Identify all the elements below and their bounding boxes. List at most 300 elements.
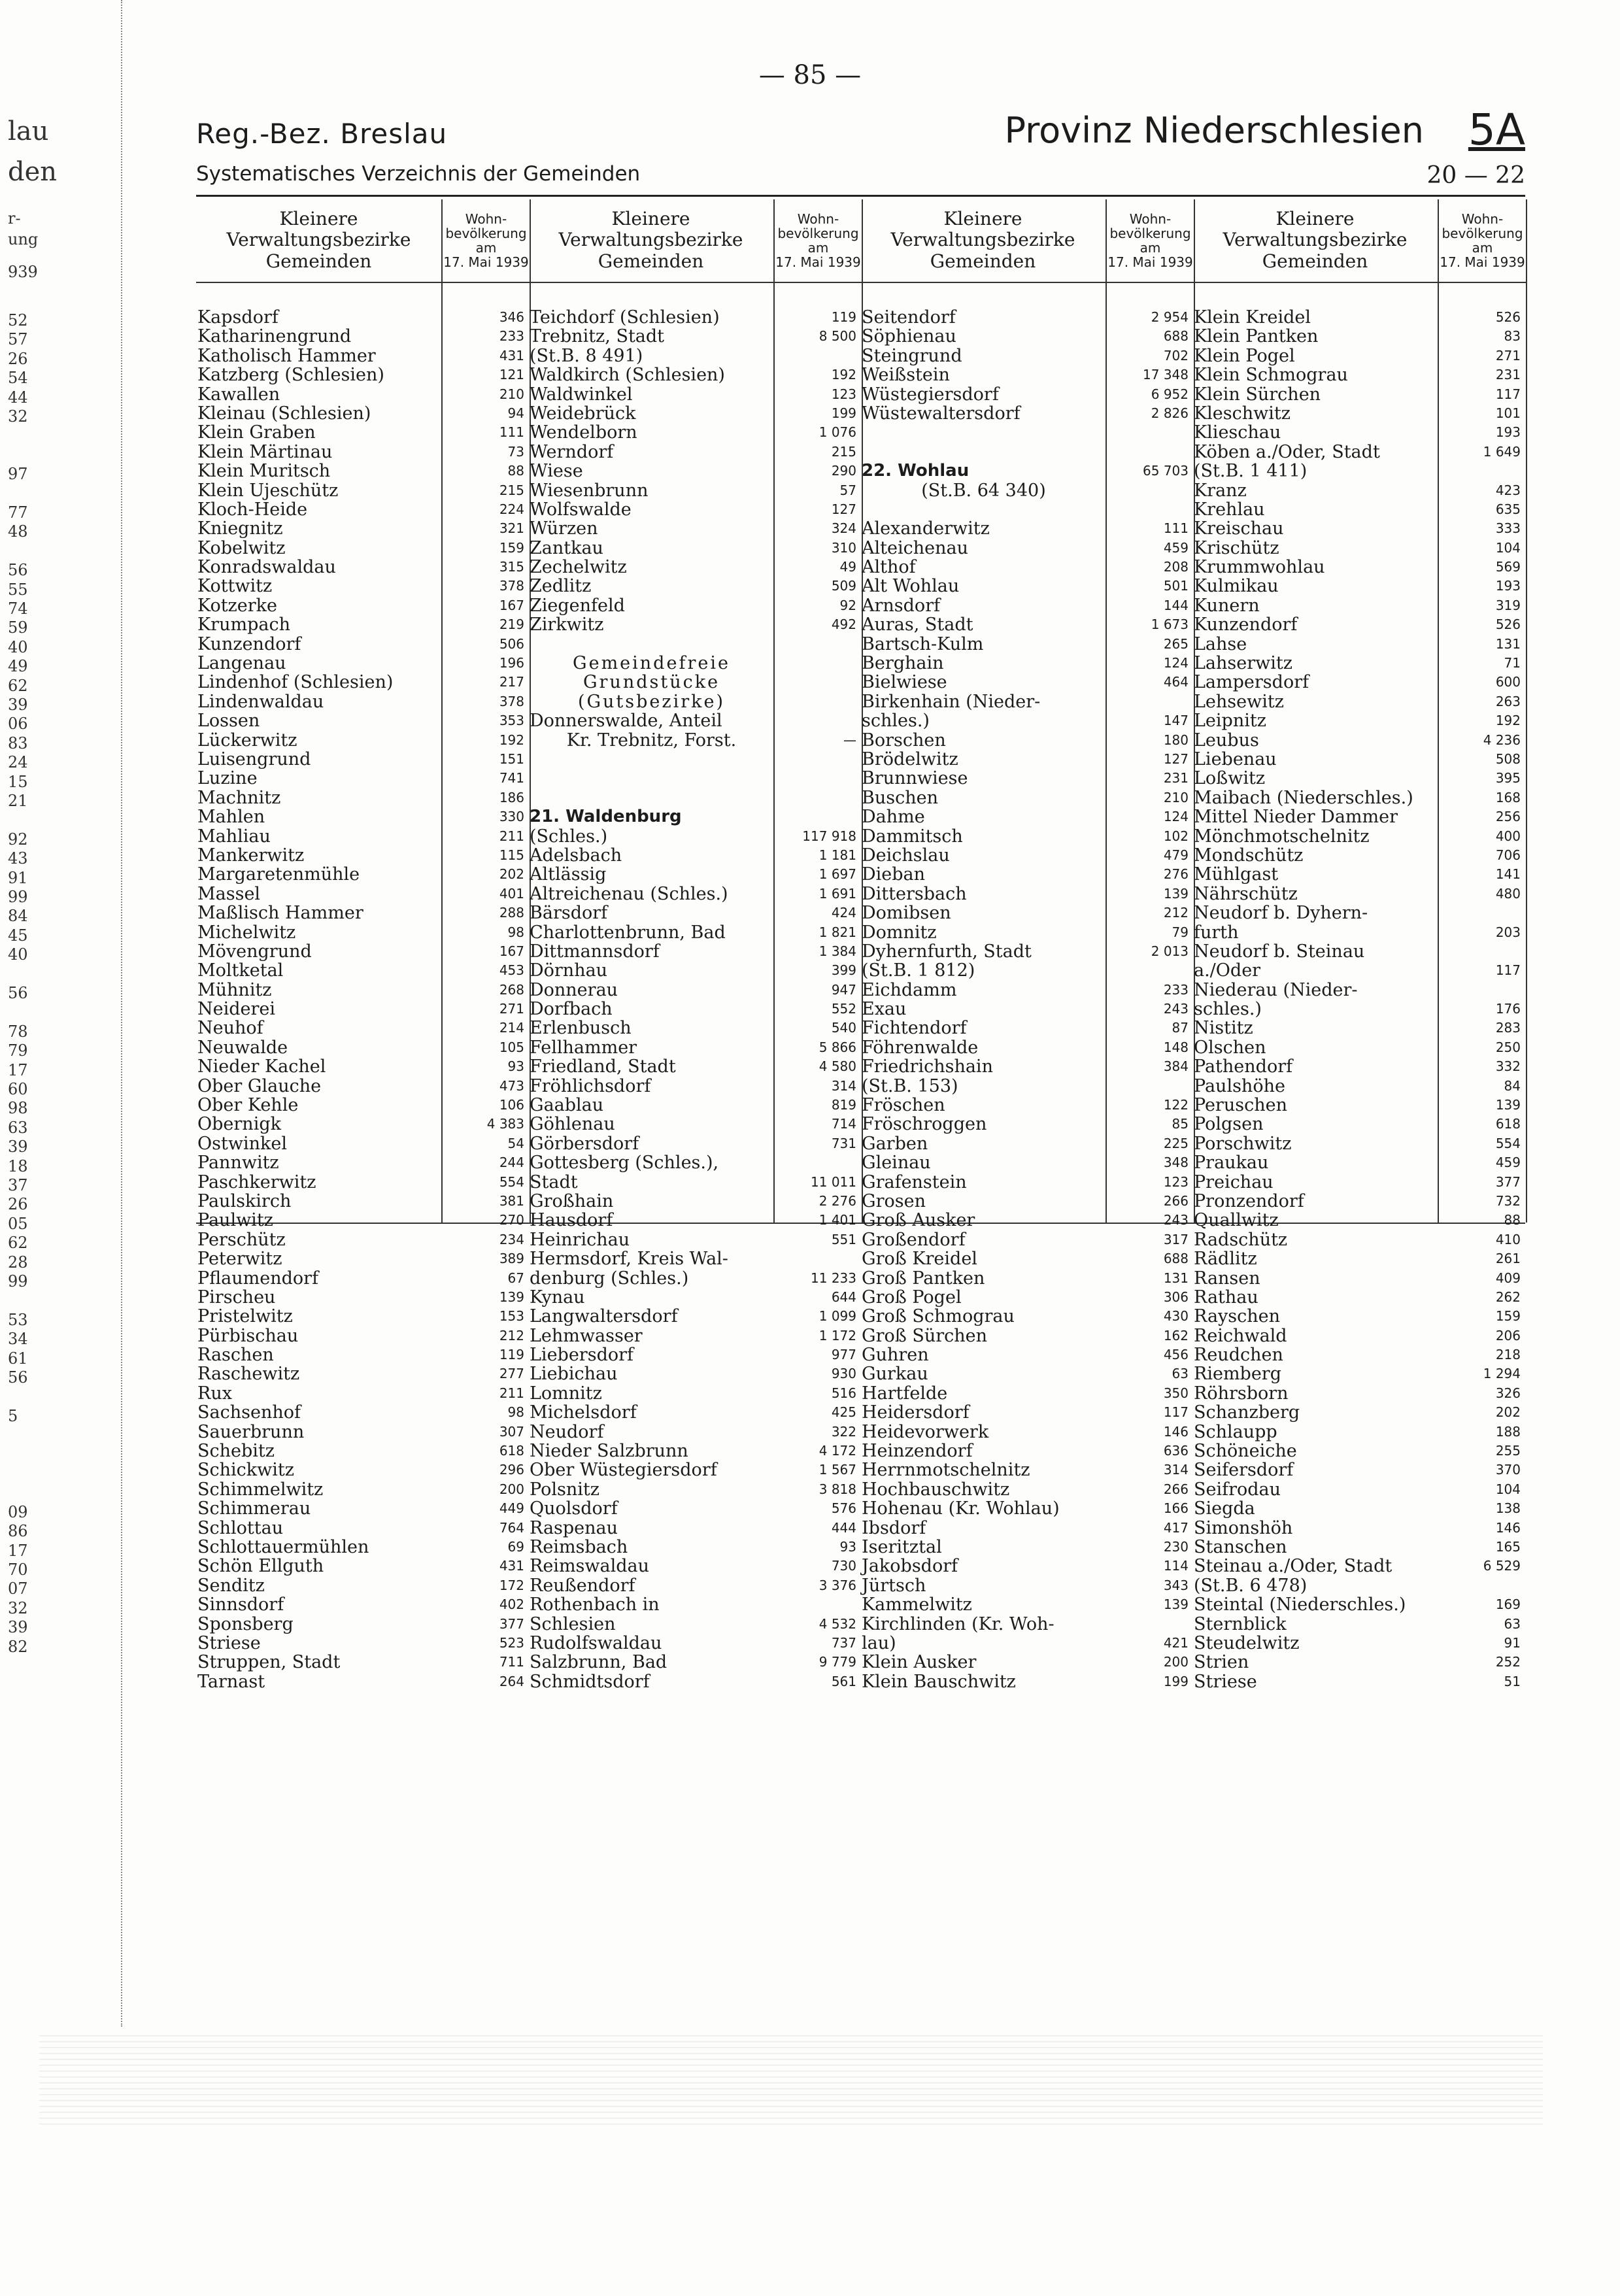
- population-value: 322: [831, 1423, 856, 1440]
- population-value: 210: [499, 386, 524, 402]
- municipality-name: [528, 635, 773, 654]
- population-value: 492: [831, 616, 856, 633]
- municipality-name: Göhlenau: [530, 1115, 615, 1134]
- municipality-name: Neiderei: [197, 1000, 276, 1019]
- margin-number: 63: [8, 1118, 28, 1137]
- municipality-name: Schlottauermühlen: [197, 1538, 369, 1557]
- municipality-name: Lehmwasser: [530, 1326, 643, 1346]
- margin-fragment: 939: [8, 263, 38, 281]
- municipality-name: Teichdorf (Schlesien): [530, 308, 720, 328]
- margin-number: 60: [8, 1080, 28, 1098]
- municipality-name: Friedrichshain: [862, 1057, 993, 1077]
- margin-number: 40: [8, 637, 28, 656]
- population-value: [775, 711, 862, 730]
- municipality-name: Mönchmotschelnitz: [1194, 826, 1370, 846]
- population-value: 146: [1163, 1423, 1189, 1440]
- population-value: 144: [1163, 597, 1189, 613]
- municipality-name: Fellhammer: [530, 1038, 637, 1058]
- municipality-name: Klein Ausker: [862, 1653, 977, 1672]
- population-value: 1 076: [818, 424, 856, 441]
- municipality-name: Paulskirch: [197, 1191, 292, 1211]
- population-value: [1107, 443, 1194, 462]
- municipality-name: Mühlgast: [1194, 865, 1279, 885]
- name-column-header: [860, 199, 1105, 283]
- municipality-name: Hausdorf: [530, 1211, 613, 1230]
- header-line: 17. Mai 1939: [775, 254, 861, 270]
- population-value: 87: [1172, 1020, 1189, 1036]
- margin-number: 39: [8, 1138, 28, 1156]
- population-value: 2 826: [1151, 405, 1189, 421]
- population-value: 243: [1163, 1212, 1189, 1228]
- population-value: 714: [831, 1116, 856, 1132]
- header-line: 17. Mai 1939: [443, 254, 529, 270]
- municipality-name: Siegda: [1194, 1499, 1255, 1519]
- municipality-name: Porschwitz: [1194, 1134, 1292, 1154]
- municipality-name: Dorfbach: [530, 1000, 613, 1019]
- municipality-name: Groß Pogel: [862, 1287, 962, 1308]
- header-line: am: [807, 240, 829, 256]
- population-value: 167: [499, 943, 524, 959]
- population-value: 600: [1495, 674, 1521, 690]
- population-value: 554: [499, 1173, 524, 1190]
- municipality-name: Strien: [1194, 1653, 1249, 1672]
- population-value: 431: [499, 1558, 524, 1574]
- municipality-name: Raspenau: [530, 1518, 618, 1538]
- municipality-name: Föhrenwalde: [862, 1038, 979, 1058]
- municipality-name: Rudolfswaldau: [530, 1633, 662, 1653]
- municipality-name: Mahliau: [197, 826, 271, 846]
- population-value: 117: [1495, 962, 1521, 979]
- municipality-name: Fröschroggen: [862, 1115, 987, 1134]
- population-value: 262: [1495, 1289, 1521, 1305]
- municipality-name: Pathendorf: [1194, 1057, 1293, 1077]
- population-value: [1107, 423, 1194, 442]
- municipality-name: Wolfswalde: [530, 499, 632, 520]
- population-value: 730: [831, 1558, 856, 1574]
- municipality-name: Heidevorwerk: [862, 1422, 989, 1442]
- municipality-name: Rothenbach in: [530, 1595, 660, 1615]
- municipality-name: [528, 788, 773, 807]
- population-value: 523: [499, 1634, 524, 1651]
- population-value: 711: [499, 1654, 524, 1670]
- municipality-name: Dieban: [862, 865, 926, 885]
- population-value: 410: [1495, 1231, 1521, 1247]
- population-value: 370: [1495, 1462, 1521, 1478]
- population-value: 554: [1495, 1135, 1521, 1151]
- municipality-name: Grafenstein: [862, 1172, 967, 1192]
- margin-number: 99: [8, 1272, 28, 1291]
- population-value: 409: [1495, 1270, 1521, 1286]
- municipality-name: Massel: [197, 884, 261, 904]
- population-value: 516: [831, 1385, 856, 1401]
- population-value: 9 779: [818, 1654, 856, 1670]
- population-value: 947: [831, 981, 856, 998]
- municipality-name: Neudorf b. Dyhern-: [1194, 903, 1368, 923]
- municipality-name: Dittersbach: [862, 884, 967, 904]
- population-value: 212: [1163, 905, 1189, 921]
- population-value: 203: [1495, 924, 1521, 940]
- municipality-name: Guhren: [862, 1345, 929, 1365]
- municipality-name: Klein Kreidel: [1194, 308, 1311, 328]
- population-value: 4 172: [818, 1443, 856, 1459]
- population-value: 551: [831, 1231, 856, 1247]
- population-value: 193: [1495, 578, 1521, 594]
- municipality-name: Klein Schmograu: [1194, 365, 1348, 385]
- municipality-name: Leubus: [1194, 730, 1259, 750]
- population-value: 192: [831, 367, 856, 383]
- municipality-name: 22. Wohlau: [862, 462, 970, 481]
- municipality-name: Ober Wüstegiersdorf: [530, 1460, 717, 1480]
- municipality-name: Neudorf: [530, 1422, 604, 1442]
- population-value: [775, 1249, 862, 1268]
- municipality-name: Sternblick: [1194, 1614, 1287, 1634]
- municipality-name: (St.B. 64 340): [921, 481, 1046, 500]
- header-line: bevölkerung: [445, 226, 527, 241]
- municipality-name: Altlässig: [530, 865, 607, 885]
- municipality-name: Raschewitz: [197, 1364, 300, 1384]
- municipality-name: Brunnwiese: [862, 769, 968, 788]
- municipality-name: Dahme: [862, 807, 925, 827]
- population-value: 526: [1495, 616, 1521, 633]
- population-value: 199: [831, 405, 856, 421]
- municipality-name: Arnsdorf: [862, 596, 941, 616]
- margin-number: 24: [8, 753, 28, 772]
- municipality-name: Kunzendorf: [1194, 615, 1298, 635]
- municipality-name: Schlaupp: [1194, 1422, 1277, 1442]
- municipality-name: (St.B. 6 478): [1194, 1576, 1308, 1596]
- municipality-name: Schickwitz: [197, 1460, 294, 1480]
- population-value: 569: [1495, 559, 1521, 575]
- population-value: 501: [1163, 578, 1189, 594]
- municipality-name: Reußendorf: [530, 1576, 635, 1596]
- population-value: 4 580: [818, 1058, 856, 1075]
- municipality-name: Margaretenmühle: [197, 865, 360, 885]
- population-value: 193: [1495, 424, 1521, 441]
- population-value: 635: [1495, 501, 1521, 517]
- municipality-name: Michelsdorf: [530, 1403, 637, 1423]
- header-line: Wohn-: [797, 211, 839, 227]
- municipality-name: Bärsdorf: [530, 903, 608, 923]
- population-value: 219: [499, 616, 524, 633]
- population-value: 444: [831, 1519, 856, 1536]
- margin-fragment: lau: [8, 116, 49, 146]
- population-value: 123: [1163, 1173, 1189, 1190]
- population-value: [775, 346, 862, 365]
- population-value: 106: [499, 1097, 524, 1113]
- population-column: [1438, 199, 1527, 1689]
- margin-fold-line: [121, 0, 122, 2027]
- population-value: 381: [499, 1192, 524, 1209]
- margin-number: 17: [8, 1060, 28, 1079]
- population-value: 122: [1163, 1097, 1189, 1113]
- population-value: 162: [1163, 1327, 1189, 1343]
- population-value: 459: [1163, 539, 1189, 556]
- municipality-name: Gaablau: [530, 1096, 604, 1115]
- population-value: 314: [1163, 1462, 1189, 1478]
- population-value: 310: [831, 539, 856, 556]
- municipality-name: Stanschen: [1194, 1538, 1287, 1557]
- population-value: 384: [1163, 1058, 1189, 1075]
- population-value: 234: [499, 1231, 524, 1247]
- municipality-name: Althof: [862, 558, 916, 577]
- population-value: [1107, 1615, 1194, 1634]
- population-value: 127: [1163, 751, 1189, 767]
- municipality-name: Söphienau: [862, 327, 956, 346]
- municipality-name: (Gutsbezirke): [577, 692, 726, 712]
- municipality-name: Jürtsch: [862, 1576, 926, 1596]
- population-value: 63: [1172, 1366, 1189, 1382]
- municipality-name: Klein Pogel: [1194, 346, 1295, 366]
- population-value: 215: [831, 443, 856, 460]
- page-number: — 85 —: [758, 60, 862, 90]
- municipality-name: Nährschütz: [1194, 884, 1298, 904]
- municipality-name: Gottesberg (Schles.),: [530, 1153, 719, 1173]
- population-value: 6 529: [1483, 1558, 1521, 1574]
- population-value: 330: [499, 809, 524, 825]
- municipality-table: [196, 199, 1525, 1692]
- population-value: 73: [507, 443, 524, 460]
- population-value: 307: [499, 1423, 524, 1440]
- municipality-name: Gleinau: [862, 1153, 931, 1173]
- municipality-name: Kirchlinden (Kr. Woh-: [862, 1614, 1055, 1634]
- header-line: Verwaltungsbezirke: [890, 229, 1075, 250]
- municipality-name: Tarnast: [197, 1672, 265, 1692]
- municipality-name: Deichslau: [862, 845, 950, 866]
- population-value: 343: [1163, 1577, 1189, 1593]
- municipality-name: denburg (Schles.): [530, 1268, 689, 1288]
- population-value: 378: [499, 578, 524, 594]
- population-value: 117: [1495, 386, 1521, 402]
- margin-number: 44: [8, 388, 28, 407]
- municipality-name: Luzine: [197, 769, 258, 788]
- municipality-name: Sponsberg: [197, 1614, 294, 1634]
- province-title: Provinz Niederschlesien: [1004, 110, 1424, 151]
- municipality-name: Riemberg: [1194, 1364, 1281, 1384]
- municipality-name: Schmidtsdorf: [530, 1672, 650, 1692]
- population-column-header: [775, 199, 862, 283]
- header-line: am: [475, 240, 497, 256]
- municipality-name: Großhain: [530, 1191, 614, 1211]
- population-value: 63: [1504, 1615, 1521, 1632]
- municipality-name: Katholisch Hammer: [197, 346, 376, 366]
- municipality-name: Mondschütz: [1194, 845, 1304, 866]
- population-value: 98: [507, 1404, 524, 1421]
- population-value: 111: [499, 424, 524, 441]
- page-range: 20 — 22: [1426, 162, 1525, 189]
- municipality-name: Mankerwitz: [197, 845, 305, 866]
- municipality-name: Liebersdorf: [530, 1345, 634, 1365]
- population-value: 473: [499, 1077, 524, 1094]
- municipality-name: Kobelwitz: [197, 538, 286, 558]
- margin-fragment: den: [8, 157, 58, 187]
- municipality-name: Kunern: [1194, 596, 1260, 616]
- margin-number: 26: [8, 1195, 28, 1214]
- population-value: 509: [831, 578, 856, 594]
- population-value: 552: [831, 1001, 856, 1017]
- header-line: 17. Mai 1939: [1107, 254, 1193, 270]
- population-value: 230: [1163, 1539, 1189, 1555]
- population-value: 111: [1163, 520, 1189, 537]
- municipality-name: [528, 750, 773, 769]
- municipality-name: Reimswaldau: [530, 1557, 650, 1576]
- name-column: [196, 199, 441, 1692]
- population-value: 138: [1495, 1500, 1521, 1517]
- population-value: 131: [1495, 635, 1521, 652]
- population-value: 2 276: [818, 1192, 856, 1209]
- municipality-name: Schön Ellguth: [197, 1557, 324, 1576]
- margin-fragment: r-: [8, 209, 21, 228]
- municipality-name: Seifersdorf: [1194, 1460, 1294, 1480]
- municipality-name: Heidersdorf: [862, 1403, 970, 1423]
- population-value: 819: [831, 1097, 856, 1113]
- population-value: 94: [507, 405, 524, 421]
- population-value: [775, 654, 862, 673]
- municipality-name: Köben a./Oder, Stadt: [1194, 442, 1380, 462]
- population-value: [1107, 1077, 1194, 1096]
- population-value: 261: [1495, 1251, 1521, 1267]
- population-value: 688: [1163, 328, 1189, 345]
- margin-number: 52: [8, 311, 28, 329]
- population-value: [775, 635, 862, 654]
- municipality-name: Dittmannsdorf: [530, 941, 660, 962]
- margin-number: 77: [8, 503, 28, 522]
- municipality-name: Fichtendorf: [862, 1019, 967, 1038]
- population-column-header: [443, 199, 530, 283]
- municipality-name: Mühnitz: [197, 980, 272, 1000]
- municipality-name: Klein Ujeschütz: [197, 481, 339, 500]
- population-value: 5 866: [818, 1039, 856, 1055]
- municipality-name: Lehsewitz: [1194, 692, 1284, 712]
- municipality-name: Liebenau: [1194, 749, 1277, 769]
- population-value: 378: [499, 693, 524, 709]
- population-value: 290: [831, 463, 856, 479]
- population-value: 930: [831, 1366, 856, 1382]
- population-value: [775, 769, 862, 788]
- municipality-name: Klein Pantken: [1194, 327, 1319, 346]
- population-value: 346: [499, 309, 524, 325]
- population-value: 151: [499, 751, 524, 767]
- population-value: 214: [499, 1020, 524, 1036]
- population-value: [1439, 1576, 1526, 1595]
- population-value: 4 383: [486, 1116, 524, 1132]
- population-value: 265: [1163, 635, 1189, 652]
- municipality-name: Domibsen: [862, 903, 951, 923]
- population-value: [1439, 903, 1526, 922]
- municipality-name: Rux: [197, 1383, 232, 1404]
- population-value: 400: [1495, 828, 1521, 844]
- population-value: 264: [499, 1673, 524, 1689]
- municipality-name: Würzen: [530, 519, 598, 539]
- municipality-name: Heinrichau: [530, 1230, 630, 1250]
- municipality-name: Lahse: [1194, 634, 1247, 654]
- municipality-name: Krumpach: [197, 615, 290, 635]
- municipality-name: Zantkau: [530, 538, 603, 558]
- population-value: 117 918: [802, 828, 856, 844]
- population-value: 117: [1163, 1404, 1189, 1421]
- municipality-name: Nieder Salzbrunn: [530, 1442, 688, 1461]
- population-value: 167: [499, 597, 524, 613]
- population-value: 395: [1495, 770, 1521, 786]
- population-value: 2 013: [1151, 943, 1189, 959]
- header-line: am: [1472, 240, 1493, 256]
- municipality-name: Neuhof: [197, 1019, 263, 1038]
- population-value: 224: [499, 501, 524, 517]
- municipality-name: Olschen: [1194, 1038, 1266, 1058]
- population-value: 17 348: [1143, 367, 1189, 383]
- municipality-name: Quallwitz: [1194, 1211, 1279, 1230]
- margin-number: 06: [8, 715, 28, 734]
- margin-number: 82: [8, 1637, 28, 1656]
- margin-number: 55: [8, 580, 28, 599]
- population-value: 153: [499, 1308, 524, 1325]
- margin-number: 21: [8, 792, 28, 810]
- margin-number: 92: [8, 830, 28, 849]
- municipality-name: Praukau: [1194, 1153, 1269, 1173]
- population-value: 211: [499, 828, 524, 844]
- population-value: 114: [1163, 1558, 1189, 1574]
- margin-number: 39: [8, 696, 28, 714]
- population-value: 576: [831, 1500, 856, 1517]
- municipality-name: Klein Sürchen: [1194, 384, 1321, 404]
- municipality-name: (Schles.): [530, 826, 608, 846]
- population-value: 540: [831, 1020, 856, 1036]
- population-value: 176: [1495, 1001, 1521, 1017]
- municipality-name: Paulshöhe: [1194, 1076, 1285, 1096]
- municipality-name: Reimsbach: [530, 1538, 628, 1557]
- municipality-name: Rädlitz: [1194, 1249, 1257, 1269]
- municipality-name: Wendelborn: [530, 423, 637, 443]
- municipality-name: Auras, Stadt: [862, 615, 973, 635]
- population-value: 332: [1495, 1058, 1521, 1075]
- population-value: 276: [1163, 866, 1189, 883]
- municipality-name: Jakobsdorf: [862, 1557, 958, 1576]
- municipality-name: Alt Wohlau: [862, 577, 960, 596]
- population-value: 271: [499, 1001, 524, 1017]
- municipality-name: Iseritztal: [862, 1538, 942, 1557]
- population-value: 402: [499, 1596, 524, 1613]
- population-value: [775, 1153, 862, 1172]
- municipality-name: Langwaltersdorf: [530, 1307, 678, 1326]
- municipality-name: Exau: [862, 1000, 907, 1019]
- population-value: 250: [1495, 1039, 1521, 1055]
- margin-number: 56: [8, 1368, 28, 1387]
- population-value: 243: [1163, 1001, 1189, 1017]
- municipality-name: Klein Graben: [197, 423, 316, 443]
- population-value: 252: [1495, 1654, 1521, 1670]
- population-value: 268: [499, 981, 524, 998]
- population-column-header: [1439, 199, 1526, 283]
- header-line: Kleinere: [611, 208, 690, 229]
- municipality-name: Fröhlichsdorf: [530, 1076, 651, 1096]
- population-value: 1 673: [1151, 616, 1189, 633]
- population-value: 98: [507, 924, 524, 940]
- population-value: 1 697: [818, 866, 856, 883]
- municipality-name: Salzbrunn, Bad: [530, 1653, 667, 1672]
- population-value: 192: [1495, 713, 1521, 729]
- population-value: 186: [499, 789, 524, 805]
- population-value: 317: [1163, 1231, 1189, 1247]
- population-value: 702: [1163, 347, 1189, 363]
- municipality-name: Dyhernfurth, Stadt: [862, 941, 1032, 962]
- municipality-name: Polgsen: [1194, 1115, 1264, 1134]
- municipality-name: Zedlitz: [530, 577, 592, 596]
- margin-number: 07: [8, 1579, 28, 1598]
- population-value: 255: [1495, 1443, 1521, 1459]
- header-line: Verwaltungsbezirke: [226, 229, 411, 250]
- population-value: 102: [1163, 828, 1189, 844]
- municipality-name: Dammitsch: [862, 826, 963, 846]
- margin-number: 05: [8, 1214, 28, 1233]
